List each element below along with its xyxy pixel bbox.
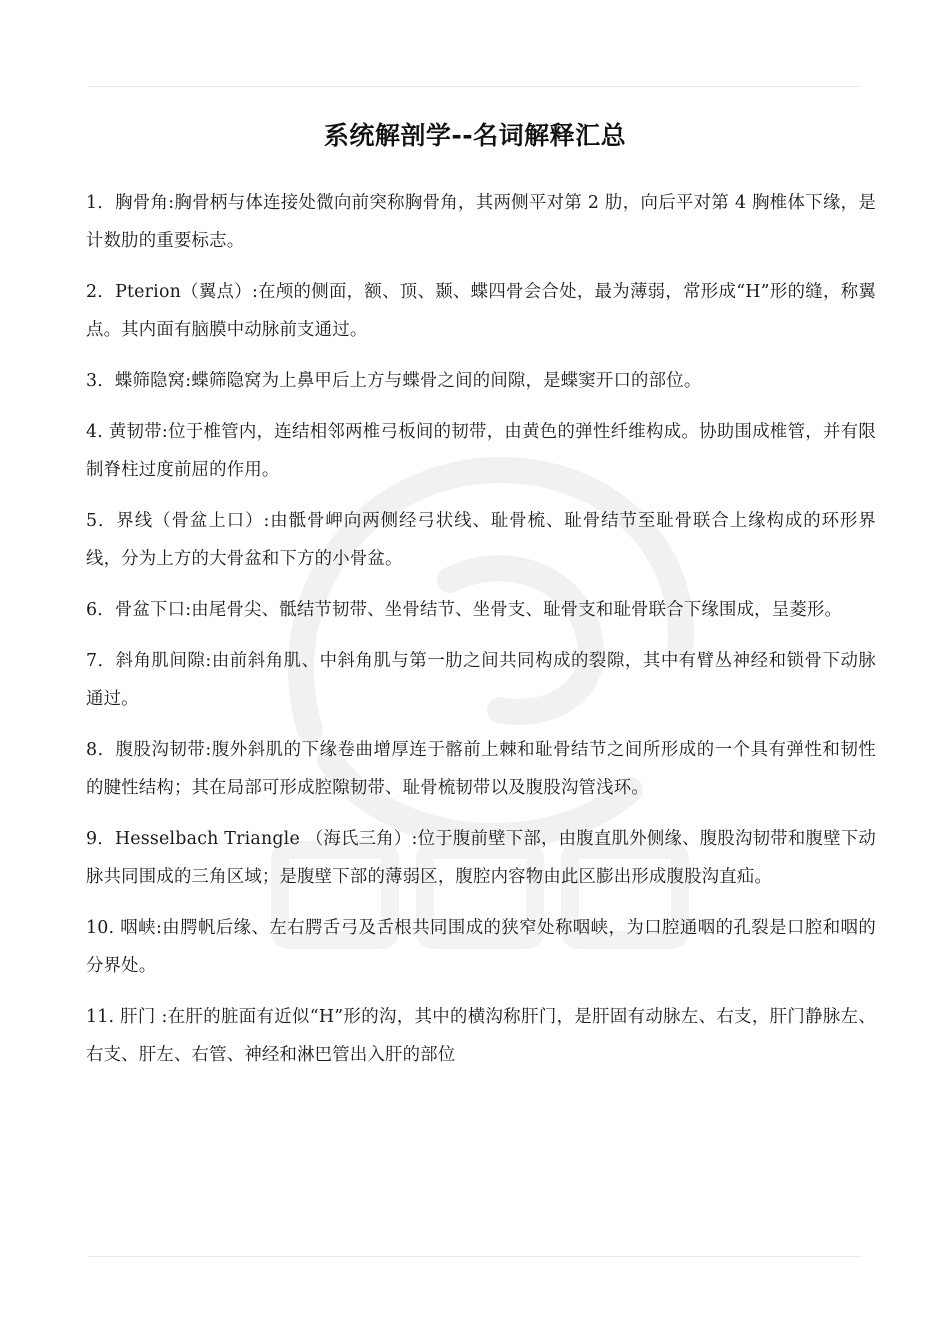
definition-entry: 1．胸骨角:胸骨柄与体连接处微向前突称胸骨角，其两侧平对第 2 肋，向后平对第 4 胸椎体下缘，是计数肋的重要标志。	[86, 193, 876, 251]
definition-entry: 5．界线（骨盆上口）:由骶骨岬向两侧经弓状线、耻骨梳、耻骨结节至耻骨联合上缘构成的环形界线，分为上方的大骨盆和下方的小骨盆。	[86, 511, 876, 569]
bottom-divider	[88, 1256, 862, 1257]
definition-entry: 6．骨盆下口:由尾骨尖、骶结节韧带、坐骨结节、坐骨支、耻骨支和耻骨联合下缘围成，呈菱形。	[86, 600, 843, 620]
page-title: 系统解剖学--名词解释汇总	[323, 121, 627, 150]
definition-entry: 7．斜角肌间隙:由前斜角肌、中斜角肌与第一肋之间共同构成的裂隙，其中有臂丛神经和锁骨下动脉通过。	[86, 651, 876, 709]
definition-entry: 10. 咽峡:由腭帆后缘、左右腭舌弓及舌根共同围成的狭窄处称咽峡，为口腔通咽的孔裂是口腔和咽的分界处。	[86, 918, 876, 976]
definition-entry: 4. 黄韧带:位于椎管内，连结相邻两椎弓板间的韧带，由黄色的弹性纤维构成。协助围成椎管，并有限制脊柱过度前屈的作用。	[86, 422, 876, 480]
definition-entry: 9．Hesselbach Triangle （海氏三角）:位于腹前壁下部，由腹直肌外侧缘、腹股沟韧带和腹壁下动脉共同围成的三角区域；是腹壁下部的薄弱区，腹腔内容物由此区膨出形成腹股沟直疝。	[86, 829, 876, 887]
top-divider	[88, 86, 862, 87]
definition-entry: 11. 肝门 :在肝的脏面有近似“H”形的沟，其中的横沟称肝门，是肝固有动脉左、右支，肝门静脉左、右支、肝左、右管、神经和淋巴管出入肝的部位	[86, 1007, 876, 1065]
definition-entry: 2．Pterion（翼点）:在颅的侧面，额、顶、颞、蝶四骨会合处，最为薄弱，常形成“H”形的缝，称翼点。其内面有脑膜中动脉前支通过。	[86, 282, 876, 340]
definition-entry: 3．蝶筛隐窝:蝶筛隐窝为上鼻甲后上方与蝶骨之间的间隙，是蝶窦开口的部位。	[86, 371, 702, 391]
definition-entry: 8．腹股沟韧带:腹外斜肌的下缘卷曲增厚连于髂前上棘和耻骨结节之间所形成的一个具有弹性和韧性的腱性结构；其在局部可形成腔隙韧带、耻骨梳韧带以及腹股沟管浅环。	[86, 740, 876, 798]
definition-list	[86, 184, 876, 1087]
